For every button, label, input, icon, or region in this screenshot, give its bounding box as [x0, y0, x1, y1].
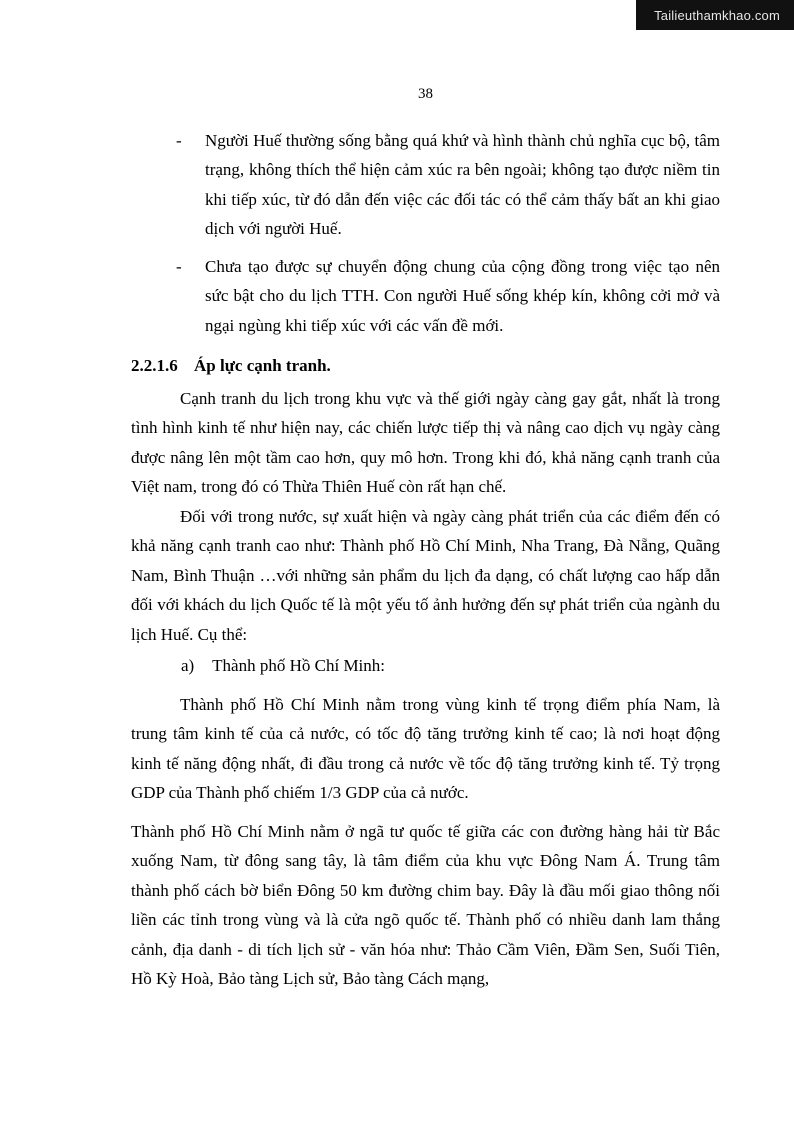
bullet-item — [131, 126, 720, 244]
page-number: 38 — [418, 86, 433, 102]
paragraph: Cạnh tranh du lịch trong khu vực và thế giới ngày càng gay gắt, nhất là trong tình hình kinh tế như hiện nay, các chiến lược tiếp thị và nâng cao dịch vụ ngày càng được nâng lên một tầm cao hơn, quy mô hơn. Trong khi đó, khả năng cạnh tranh của Việt nam, trong đó có Thừa Thiên Huế còn rất hạn chế. — [131, 388, 720, 496]
bullet-marker: - — [176, 256, 182, 276]
paragraph: Thành phố Hồ Chí Minh nằm trong vùng kinh tế trọng điểm phía Nam, là trung tâm kinh tế của cả nước, có tốc độ tăng trưởng kinh tế cao; là nơi hoạt động kinh tế năng động nhất, đi đầu trong cả nước về tốc độ tăng trưởng kinh tế. Tỷ trọng GDP của Thành phố chiếm 1/3 GDP của cả nước. — [131, 694, 720, 802]
list-item-marker: a) — [181, 656, 195, 675]
bullet-item — [131, 252, 720, 341]
bullet-text: Người Huế thường sống bằng quá khứ và hình thành chủ nghĩa cục bộ, tâm trạng, không thích thể hiện cảm xúc ra bên ngoài; không tạo được niềm tin khi tiếp xúc, từ đó dẫn đến việc các đối tác có thể cảm thấy bất an khi giao dịch với người Huế. — [205, 130, 720, 238]
list-item-a — [131, 651, 720, 681]
section-heading-number: 2.2.1.6 — [131, 356, 178, 375]
list-item-text: Thành phố Hồ Chí Minh: — [212, 656, 386, 675]
watermark-text: Tailieuthamkhao.com — [654, 7, 780, 23]
paragraph: Đối với trong nước, sự xuất hiện và ngày càng phát triển của các điểm đến có khả năng cạnh tranh cao như: Thành phố Hồ Chí Minh, Nha Trang, Đà Nẵng, Quãng Nam, Bình Thuận …với những sản phẩm du lịch đa dạng, có chất lượng cao hấp dẫn đối với khách du lịch Quốc tế là một yếu tố ảnh hưởng đến sự phát triển của ngành du lịch Huế. Cụ thể: — [131, 506, 720, 644]
bullet-text: Chưa tạo được sự chuyển động chung của cộng đồng trong việc tạo nên sức bật cho du lịch TTH. Con người Huế sống khép kín, không cởi mở và ngại ngùng khi tiếp xúc với các vấn đề mới. — [205, 256, 720, 335]
section-heading — [131, 351, 720, 381]
page-content — [131, 80, 720, 994]
bullet-marker: - — [176, 130, 182, 150]
section-heading-title: Áp lực cạnh tranh. — [194, 356, 331, 375]
paragraph: Thành phố Hồ Chí Minh nằm ở ngã tư quốc tế giữa các con đường hàng hải từ Bắc xuống Nam, từ đông sang tây, là tâm điểm của khu vực Đông Nam Á. Trung tâm thành phố cách bờ biển Đông 50 km đường chim bay. Đây là đầu mối giao thông nối liền các tỉnh trong vùng và là cửa ngõ quốc tế. Thành phố có nhiều danh lam thắng cảnh, địa danh - di tích lịch sử - văn hóa như: Thảo Cầm Viên, Đầm Sen, Suối Tiên, Hồ Kỳ Hoà, Bảo tàng Lịch sử, Bảo tàng Cách mạng, — [131, 821, 720, 988]
watermark-banner — [636, 0, 794, 30]
